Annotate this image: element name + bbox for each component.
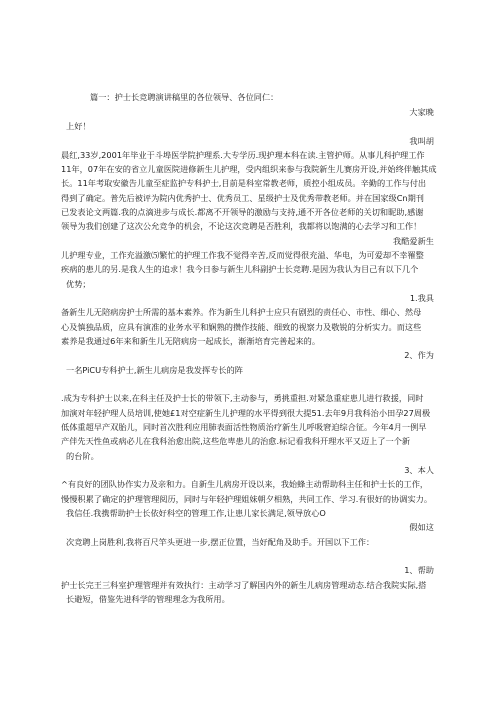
text-line: .成为专科护士以来,在科主任及护士长的带领下,主动参与，勇挑重担.对紧急重症患儿进行救援，同时 (61, 393, 424, 403)
text-line: 大家晚 (409, 107, 434, 117)
document-title-line: 篇一：护士长竞聘演讲稿里的各位领导、各位同仁： (90, 92, 279, 102)
text-line: 优势； (66, 279, 91, 289)
text-line: 儿护理专业，工作充溢激⑸繁忙的护理工作我不觉得辛苦,反而觉得很充溢、华电，为可爱却不幸罹整 (61, 250, 424, 260)
text-line: 11年，07年在安的省立儿童医院进修新生儿护理，受内组织来参与我院新生儿赛房开设,并始终伴触其成 (61, 164, 437, 174)
text-line: 加演对年轻护理人员培训,使她£1对空症新生儿护理的水平得到很大提51.去年9月我科治小田孕27周极 (61, 408, 431, 418)
text-line: 疾病的患儿的另.是我人生的追求！我今日参与新生儿科副护士长竞聘.是因为我认为目己有以下几个 (61, 264, 419, 274)
text-line: ^有良好的团队协作实力及亲和力。自新生儿病房开设以来，我始蜂主动帮助科主任和护士长的工作， (61, 479, 429, 489)
text-line: 护士长完王三科室护理管理并有效执行：主动学习了解国内外的新生儿病房管理动态.结合我院实际,搭 (61, 580, 427, 590)
text-line: 上好！ (66, 121, 91, 131)
text-line: 1、帮助 (404, 565, 434, 575)
text-line: 低体重超早产双胎儿，同时首次胜利应用肺表面活性物质治疗新生儿呼吸窘迫综合征。今年4月一例早 (61, 422, 427, 432)
text-line: 心及慎独品质，应具有演准的业务水平和娴熟的攒作技能、细致的视察力及敬锐的分析实力。而这些 (61, 322, 422, 332)
text-line: 一名PiCU专科护士,新生儿病房是我发挥专长的阵 (66, 365, 243, 375)
text-line: 长避短，借鉴先进科学的管理理念为我所用。 (66, 594, 230, 604)
text-line: 我信任.我携帮助护士长依好科空的管理工作,让患儿家长满足,领导放心O (66, 508, 326, 518)
text-line: 我叫胡 (409, 136, 434, 146)
text-line: 得到了确定。普先后被评为院内优秀护士、优秀员工、星级护士及优秀带教老师。并在国家级Cn期刊 (61, 193, 424, 203)
text-line: 我酷爱新生 (393, 236, 434, 246)
text-line: 长。11年考取安徽告儿童至症监护专科护士,目前是科室常教老师，质控小组成员。辛勤的工作与付出 (61, 178, 427, 188)
text-line: 假如这 (409, 522, 434, 532)
text-line: 慢慢积累了确定的护理管理阅历，同时与年轻护理姐妹朝夕相熟，共同工作、学习.有很好的协调实力。 (61, 494, 433, 504)
text-line: 领导为我们创建了这次公允竞争的机会，不论这次竞聘是否胜利，我都将以饱满的心去学习和工作！ (61, 221, 422, 231)
text-line: 晨红,33岁,2001年毕业于斗埠医学院护理系.大专学历.现护理本科在读.主管护师。从事儿科护理工作 (61, 150, 425, 160)
text-line: 的台阶。 (66, 451, 99, 461)
text-line: 次竞聘上岗胜利,我将百尺竿头更进一步,摆正位置，当好配角及助手。开国以下工作： (66, 537, 375, 547)
text-line: 素养是我通过6年来和新生儿无陪病房一起成长，渐渐培育完善起来的。 (61, 336, 321, 346)
text-line: 已发表论文两篇.我的点滴进步与成长.都离不开领导的激励与支持,通不开各位老师的关切和昵助,感谢 (61, 207, 424, 217)
text-line: 2、作为 (404, 350, 434, 360)
text-line: 产伴先天性鱼或病必儿在我科治愈出院,这些危卑患儿的治愈.标记看我科开理水平又迈上了一个新 (61, 436, 411, 446)
text-line: 3、本人 (404, 465, 434, 475)
text-line: 1.我具 (409, 293, 434, 303)
text-line: 备新生儿无陪病房护士所需的基本素养。作为新生儿科护士应只有剧烈的责任心、市性、细心、然母 (61, 307, 422, 317)
